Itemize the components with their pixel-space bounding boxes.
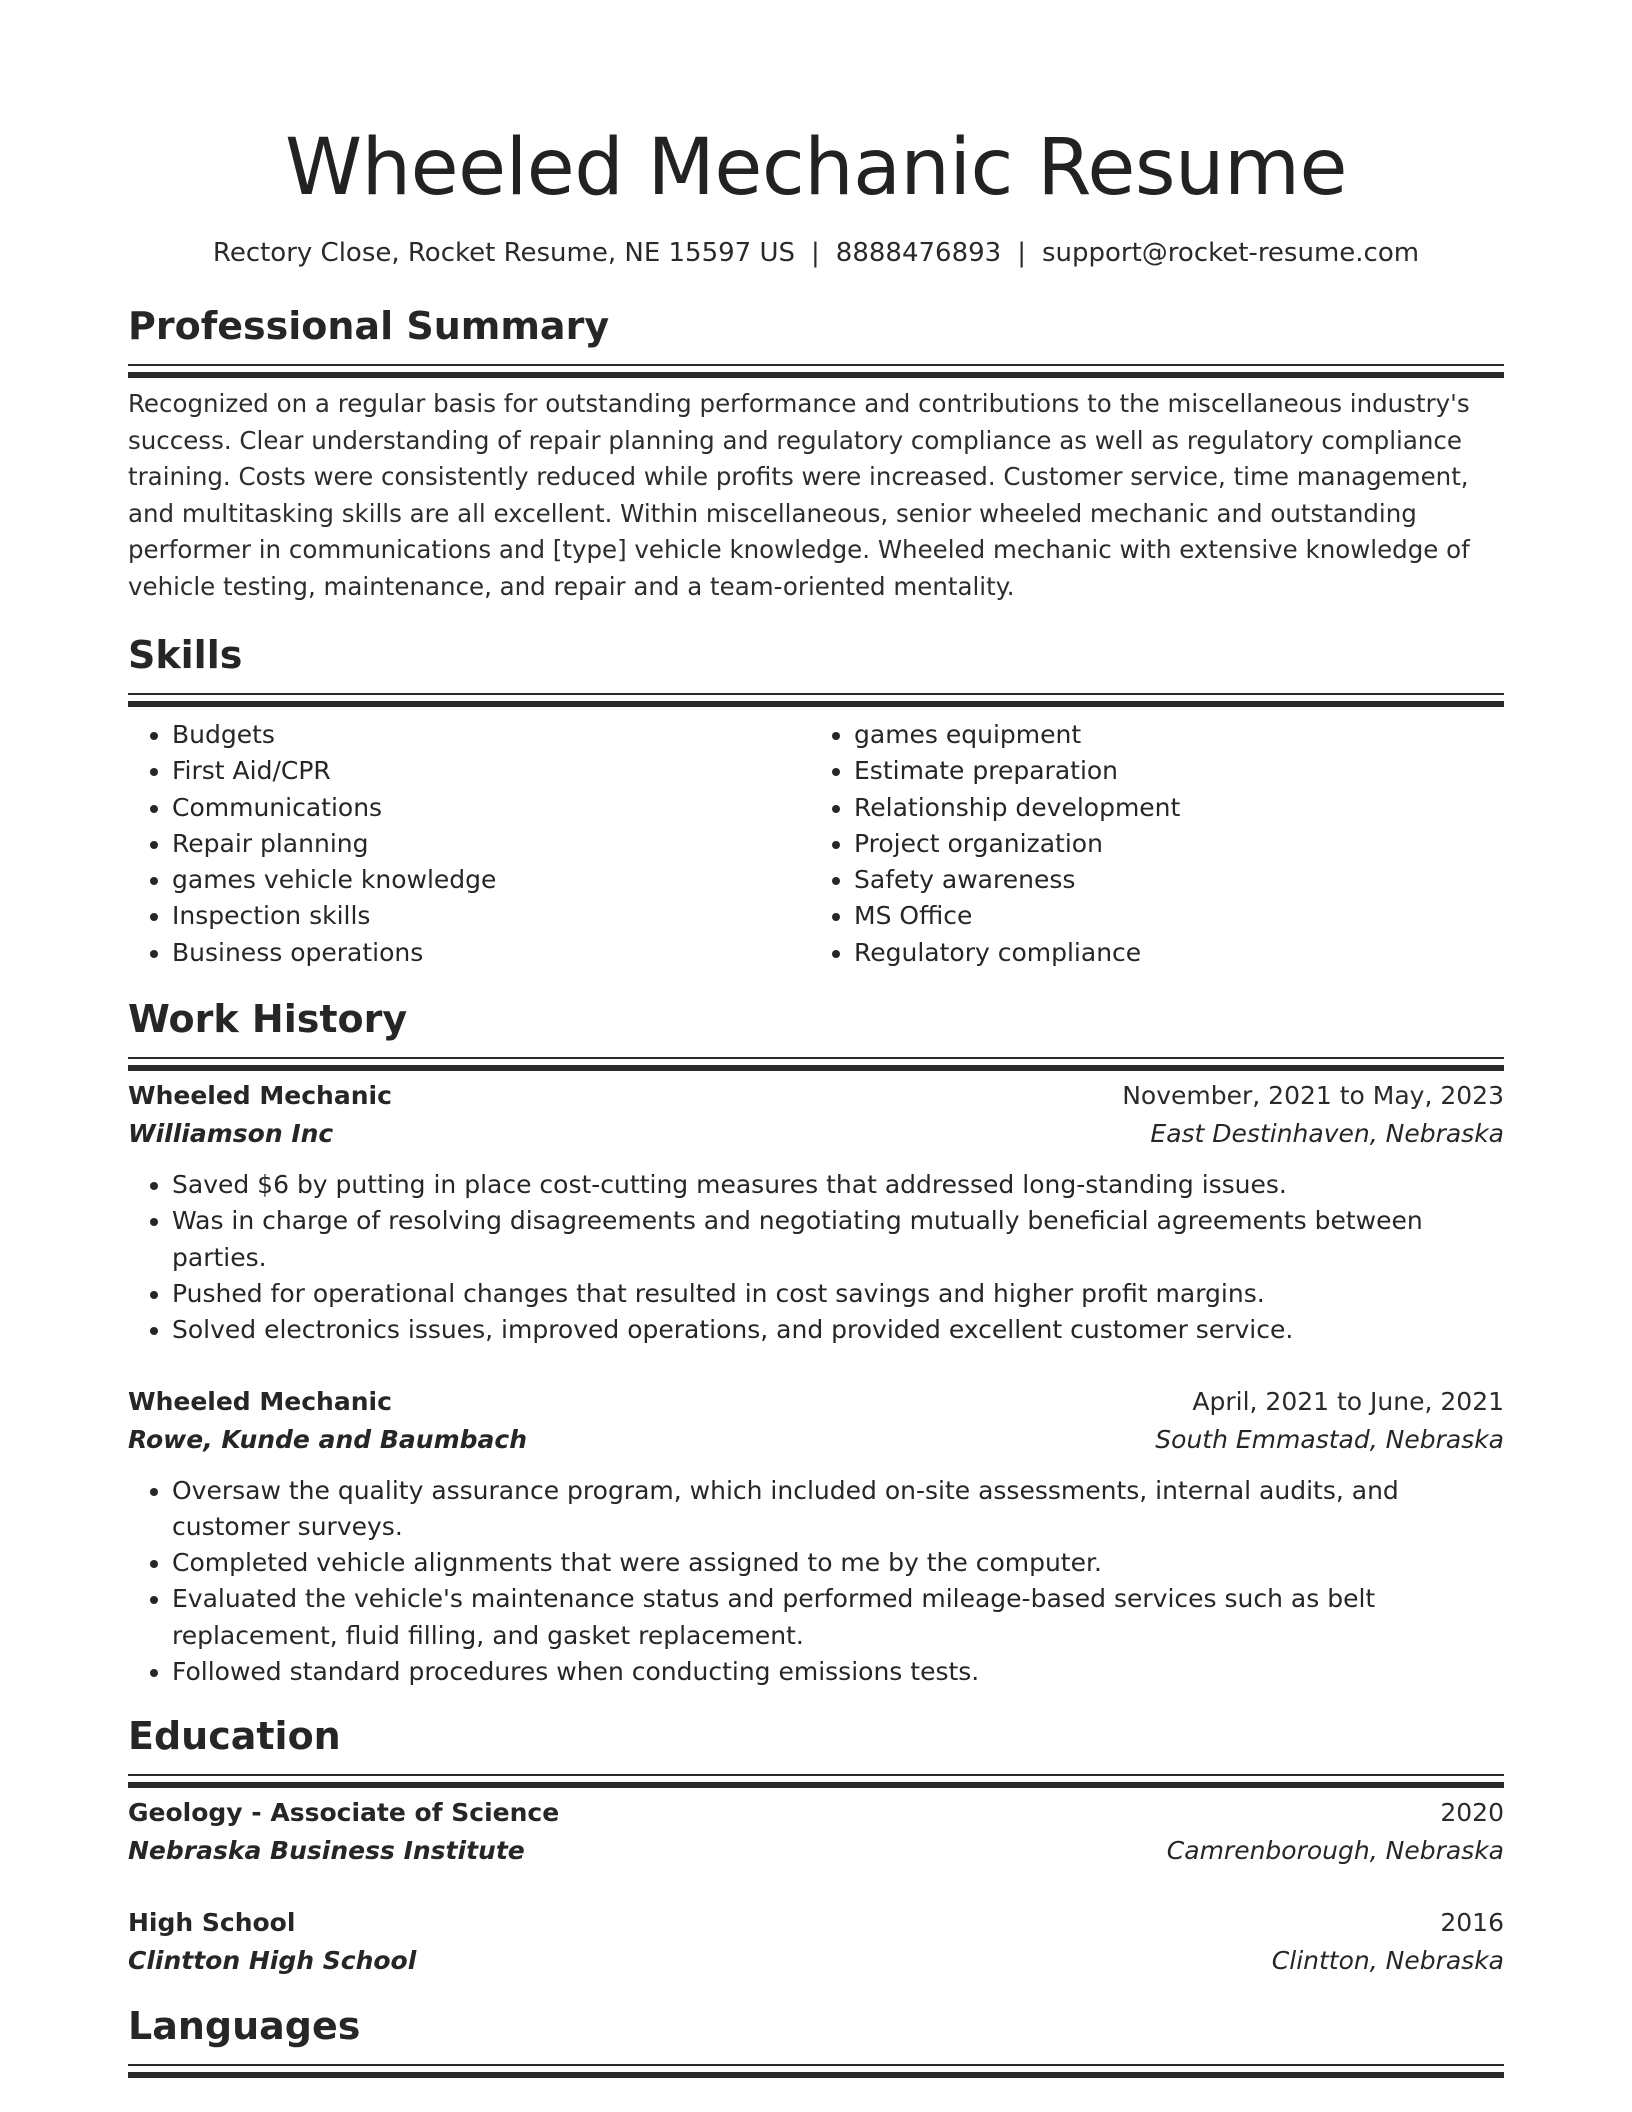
summary-section: [128, 302, 1504, 605]
skill-item: • games equipment: [854, 717, 1488, 753]
contact-separator: |: [811, 238, 820, 268]
contact-separator: |: [1017, 238, 1026, 268]
job-location: East Destinhaven, Nebraska: [1150, 1119, 1504, 1149]
job-title: Wheeled Mechanic: [128, 1386, 392, 1416]
job-bullets: [128, 1473, 1504, 1691]
contact-line: [128, 236, 1504, 270]
languages-heading: Languages: [128, 2004, 361, 2049]
skill-item: • MS Office: [854, 898, 1488, 934]
section-divider: [128, 693, 1504, 695]
job-bullet: • Saved $6 by putting in place cost-cutting measures that addressed long-standing issues.: [172, 1167, 1504, 1203]
skill-item: • Communications: [172, 790, 806, 826]
skill-item: • Regulatory compliance: [854, 935, 1488, 971]
job-bullet: • Solved electronics issues, improved operations, and provided excellent customer service.: [172, 1312, 1504, 1348]
job-entry: [128, 1077, 1504, 1348]
skills-column-left: [128, 717, 806, 971]
skill-item: • Estimate preparation: [854, 753, 1488, 789]
education-year: 2016: [1440, 1908, 1504, 1938]
skill-item: • Project organization: [854, 826, 1488, 862]
contact-email: support@rocket-resume.com: [1041, 238, 1420, 268]
education-location: Clintton, Nebraska: [1271, 1946, 1504, 1976]
job-bullet: • Was in charge of resolving disagreements and negotiating mutually beneficial agreements between parties.: [172, 1203, 1504, 1276]
skill-item: • Repair planning: [172, 826, 806, 862]
skills-section: [128, 631, 1504, 971]
job-dates: November, 2021 to May, 2023: [1122, 1081, 1504, 1111]
summary-heading: Professional Summary: [128, 304, 610, 348]
skills-heading: Skills: [128, 633, 243, 677]
skill-item: • Relationship development: [854, 790, 1488, 826]
education-location: Camrenborough, Nebraska: [1166, 1836, 1504, 1866]
education-degree: Geology - Associate of Science: [128, 1798, 560, 1828]
job-bullet: • Pushed for operational changes that resulted in cost savings and higher profit margins.: [172, 1276, 1504, 1312]
job-bullet: • Oversaw the quality assurance program, which included on-site assessments, internal audits, and customer surveys.: [172, 1473, 1504, 1546]
job-company: Rowe, Kunde and Baumbach: [128, 1424, 528, 1454]
job-bullet: • Followed standard procedures when conducting emissions tests.: [172, 1654, 1504, 1690]
education-entry: [128, 1794, 1504, 1870]
contact-address: Rectory Close, Rocket Resume, NE 15597 US: [212, 238, 796, 268]
job-dates: April, 2021 to June, 2021: [1192, 1386, 1504, 1416]
job-bullet: • Completed vehicle alignments that were assigned to me by the computer.: [172, 1545, 1504, 1581]
job-title: Wheeled Mechanic: [128, 1081, 392, 1111]
work-history-heading: Work History: [128, 997, 408, 1042]
work-history-section: [128, 995, 1504, 1690]
job-bullets: [128, 1167, 1504, 1348]
skill-item: • games vehicle knowledge: [172, 862, 806, 898]
education-section: [128, 1712, 1504, 1980]
section-divider: [128, 2064, 1504, 2066]
education-heading: Education: [128, 1714, 341, 1759]
resume-page: [128, 118, 1504, 2066]
job-bullet: • Evaluated the vehicle's maintenance status and performed mileage-based services such as belt replacement, fluid filling, and gasket replacement.: [172, 1581, 1504, 1654]
summary-text: Recognized on a regular basis for outstanding performance and contributions to the miscellaneous industry's success. Clear understanding of repair planning and regulatory compliance as well as regulatory compliance training. Costs were consistently reduced while profits were increased. Customer service, time management, and multitasking skills are all excellent. Within miscellaneous, senior wheeled mechanic and outstanding performer in communications and [type] vehicle knowledge. Wheeled mechanic with extensive knowledge of vehicle testing, maintenance, and repair and a team-oriented mentality.: [128, 389, 1470, 601]
skill-item: • Inspection skills: [172, 898, 806, 934]
contact-phone: 8888476893: [835, 238, 1002, 268]
skill-item: • Safety awareness: [854, 862, 1488, 898]
skills-column-right: [806, 717, 1488, 971]
education-school: Nebraska Business Institute: [128, 1836, 525, 1866]
job-entry: [128, 1383, 1504, 1691]
job-company: Williamson Inc: [128, 1119, 334, 1149]
section-divider: [128, 364, 1504, 366]
job-location: South Emmastad, Nebraska: [1155, 1424, 1504, 1454]
skill-item: • Budgets: [172, 717, 806, 753]
resume-title: Wheeled Mechanic Resume: [285, 123, 1347, 213]
education-degree: High School: [128, 1908, 296, 1938]
section-divider: [128, 1057, 1504, 1059]
education-entry: [128, 1904, 1504, 1980]
skill-item: • First Aid/CPR: [172, 753, 806, 789]
skill-item: • Business operations: [172, 935, 806, 971]
education-school: Clintton High School: [128, 1946, 417, 1976]
skills-list: [128, 717, 1504, 971]
section-divider: [128, 1774, 1504, 1776]
education-year: 2020: [1440, 1798, 1504, 1828]
languages-section: [128, 2002, 1504, 2066]
